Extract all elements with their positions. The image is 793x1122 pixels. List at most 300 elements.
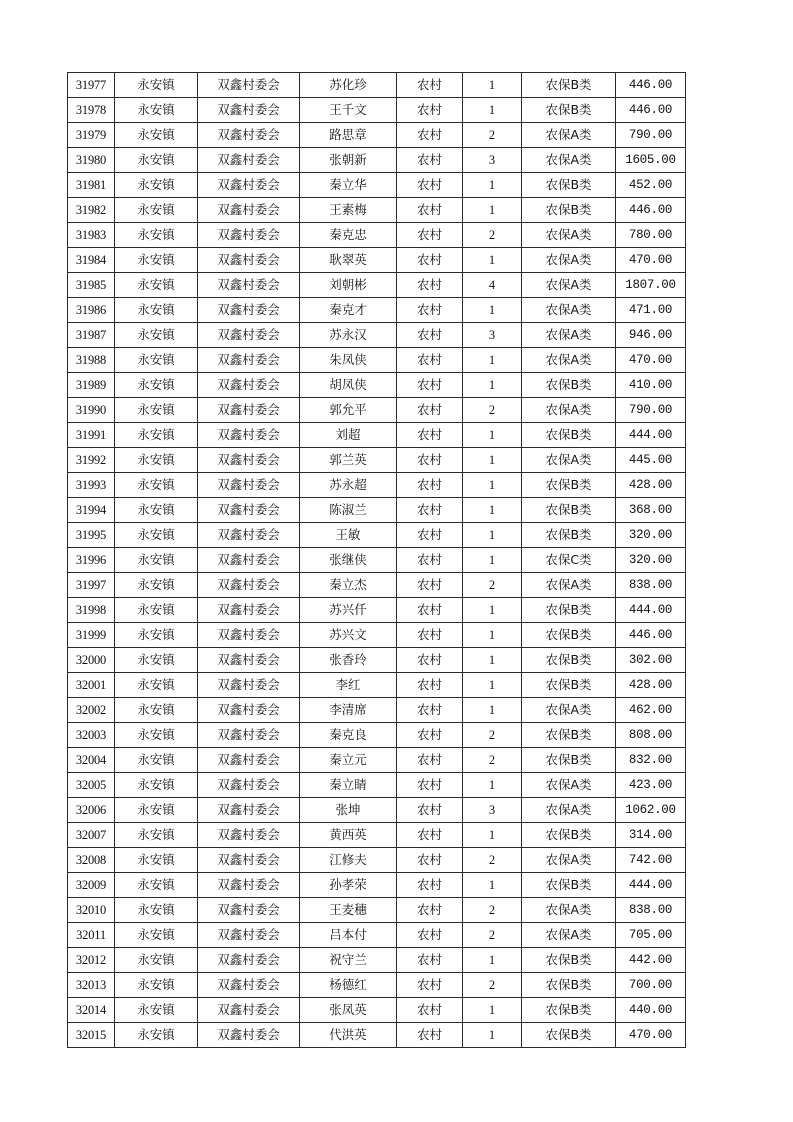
town-cell: 永安镇 bbox=[115, 223, 198, 248]
town-cell: 永安镇 bbox=[115, 948, 198, 973]
insurance-category-cell: 农保A类 bbox=[522, 348, 616, 373]
person-name-cell: 郭兰英 bbox=[300, 448, 397, 473]
table-row bbox=[68, 223, 686, 248]
member-count-cell: 1 bbox=[463, 623, 522, 648]
person-name-cell: 苏永汉 bbox=[300, 323, 397, 348]
member-count-cell: 3 bbox=[463, 798, 522, 823]
amount-cell: 1807.00 bbox=[616, 273, 686, 298]
village-committee-cell: 双鑫村委会 bbox=[198, 473, 300, 498]
person-name-cell: 祝守兰 bbox=[300, 948, 397, 973]
household-type-cell: 农村 bbox=[397, 123, 463, 148]
insurance-category-cell: 农保B类 bbox=[522, 598, 616, 623]
row-id-cell: 32007 bbox=[68, 823, 115, 848]
row-id-cell: 31997 bbox=[68, 573, 115, 598]
row-id-cell: 31985 bbox=[68, 273, 115, 298]
table-row bbox=[68, 648, 686, 673]
row-id-cell: 31981 bbox=[68, 173, 115, 198]
amount-cell: 428.00 bbox=[616, 473, 686, 498]
town-cell: 永安镇 bbox=[115, 98, 198, 123]
village-committee-cell: 双鑫村委会 bbox=[198, 398, 300, 423]
row-id-cell: 31998 bbox=[68, 598, 115, 623]
row-id-cell: 31988 bbox=[68, 348, 115, 373]
town-cell: 永安镇 bbox=[115, 748, 198, 773]
amount-cell: 446.00 bbox=[616, 98, 686, 123]
town-cell: 永安镇 bbox=[115, 548, 198, 573]
insurance-category-cell: 农保B类 bbox=[522, 673, 616, 698]
household-type-cell: 农村 bbox=[397, 698, 463, 723]
village-committee-cell: 双鑫村委会 bbox=[198, 323, 300, 348]
household-type-cell: 农村 bbox=[397, 573, 463, 598]
member-count-cell: 2 bbox=[463, 748, 522, 773]
row-id-cell: 32000 bbox=[68, 648, 115, 673]
household-type-cell: 农村 bbox=[397, 673, 463, 698]
person-name-cell: 张坤 bbox=[300, 798, 397, 823]
amount-cell: 445.00 bbox=[616, 448, 686, 473]
member-count-cell: 2 bbox=[463, 223, 522, 248]
insurance-category-cell: 农保B类 bbox=[522, 948, 616, 973]
town-cell: 永安镇 bbox=[115, 723, 198, 748]
amount-cell: 471.00 bbox=[616, 298, 686, 323]
person-name-cell: 苏永超 bbox=[300, 473, 397, 498]
row-id-cell: 32008 bbox=[68, 848, 115, 873]
insurance-category-cell: 农保B类 bbox=[522, 723, 616, 748]
amount-cell: 444.00 bbox=[616, 598, 686, 623]
table-row bbox=[68, 423, 686, 448]
insurance-category-cell: 农保A类 bbox=[522, 248, 616, 273]
village-committee-cell: 双鑫村委会 bbox=[198, 598, 300, 623]
village-committee-cell: 双鑫村委会 bbox=[198, 848, 300, 873]
amount-cell: 320.00 bbox=[616, 548, 686, 573]
insurance-category-cell: 农保A类 bbox=[522, 898, 616, 923]
insurance-category-cell: 农保B类 bbox=[522, 523, 616, 548]
row-id-cell: 31979 bbox=[68, 123, 115, 148]
village-committee-cell: 双鑫村委会 bbox=[198, 98, 300, 123]
insurance-category-cell: 农保B类 bbox=[522, 373, 616, 398]
village-committee-cell: 双鑫村委会 bbox=[198, 798, 300, 823]
amount-cell: 470.00 bbox=[616, 1023, 686, 1048]
person-name-cell: 秦克忠 bbox=[300, 223, 397, 248]
person-name-cell: 黄西英 bbox=[300, 823, 397, 848]
insurance-category-cell: 农保A类 bbox=[522, 573, 616, 598]
town-cell: 永安镇 bbox=[115, 298, 198, 323]
table-row bbox=[68, 298, 686, 323]
person-name-cell: 张香玲 bbox=[300, 648, 397, 673]
member-count-cell: 1 bbox=[463, 473, 522, 498]
household-type-cell: 农村 bbox=[397, 523, 463, 548]
table-row bbox=[68, 273, 686, 298]
town-cell: 永安镇 bbox=[115, 423, 198, 448]
member-count-cell: 2 bbox=[463, 723, 522, 748]
town-cell: 永安镇 bbox=[115, 698, 198, 723]
amount-cell: 1062.00 bbox=[616, 798, 686, 823]
town-cell: 永安镇 bbox=[115, 1023, 198, 1048]
village-committee-cell: 双鑫村委会 bbox=[198, 448, 300, 473]
insurance-category-cell: 农保B类 bbox=[522, 973, 616, 998]
household-type-cell: 农村 bbox=[397, 398, 463, 423]
table-row bbox=[68, 673, 686, 698]
village-committee-cell: 双鑫村委会 bbox=[198, 498, 300, 523]
table-row bbox=[68, 248, 686, 273]
roster-table bbox=[67, 72, 686, 1048]
row-id-cell: 31986 bbox=[68, 298, 115, 323]
amount-cell: 320.00 bbox=[616, 523, 686, 548]
village-committee-cell: 双鑫村委会 bbox=[198, 748, 300, 773]
insurance-category-cell: 农保A类 bbox=[522, 798, 616, 823]
village-committee-cell: 双鑫村委会 bbox=[198, 648, 300, 673]
town-cell: 永安镇 bbox=[115, 673, 198, 698]
insurance-category-cell: 农保B类 bbox=[522, 823, 616, 848]
person-name-cell: 李清席 bbox=[300, 698, 397, 723]
household-type-cell: 农村 bbox=[397, 98, 463, 123]
village-committee-cell: 双鑫村委会 bbox=[198, 673, 300, 698]
row-id-cell: 31999 bbox=[68, 623, 115, 648]
row-id-cell: 31995 bbox=[68, 523, 115, 548]
row-id-cell: 32014 bbox=[68, 998, 115, 1023]
town-cell: 永安镇 bbox=[115, 273, 198, 298]
insurance-category-cell: 农保A类 bbox=[522, 923, 616, 948]
village-committee-cell: 双鑫村委会 bbox=[198, 173, 300, 198]
person-name-cell: 王麦穗 bbox=[300, 898, 397, 923]
insurance-category-cell: 农保A类 bbox=[522, 273, 616, 298]
table-row bbox=[68, 598, 686, 623]
household-type-cell: 农村 bbox=[397, 348, 463, 373]
amount-cell: 302.00 bbox=[616, 648, 686, 673]
household-type-cell: 农村 bbox=[397, 248, 463, 273]
amount-cell: 838.00 bbox=[616, 573, 686, 598]
household-type-cell: 农村 bbox=[397, 173, 463, 198]
town-cell: 永安镇 bbox=[115, 173, 198, 198]
town-cell: 永安镇 bbox=[115, 873, 198, 898]
village-committee-cell: 双鑫村委会 bbox=[198, 1023, 300, 1048]
village-committee-cell: 双鑫村委会 bbox=[198, 373, 300, 398]
person-name-cell: 苏兴仟 bbox=[300, 598, 397, 623]
person-name-cell: 张继侠 bbox=[300, 548, 397, 573]
amount-cell: 423.00 bbox=[616, 773, 686, 798]
household-type-cell: 农村 bbox=[397, 73, 463, 98]
table-row bbox=[68, 123, 686, 148]
member-count-cell: 1 bbox=[463, 173, 522, 198]
amount-cell: 410.00 bbox=[616, 373, 686, 398]
row-id-cell: 31991 bbox=[68, 423, 115, 448]
person-name-cell: 吕本付 bbox=[300, 923, 397, 948]
amount-cell: 780.00 bbox=[616, 223, 686, 248]
village-committee-cell: 双鑫村委会 bbox=[198, 573, 300, 598]
town-cell: 永安镇 bbox=[115, 648, 198, 673]
household-type-cell: 农村 bbox=[397, 848, 463, 873]
person-name-cell: 张凤英 bbox=[300, 998, 397, 1023]
town-cell: 永安镇 bbox=[115, 198, 198, 223]
amount-cell: 1605.00 bbox=[616, 148, 686, 173]
member-count-cell: 1 bbox=[463, 73, 522, 98]
insurance-category-cell: 农保B类 bbox=[522, 623, 616, 648]
row-id-cell: 32012 bbox=[68, 948, 115, 973]
table-row bbox=[68, 548, 686, 573]
person-name-cell: 刘朝彬 bbox=[300, 273, 397, 298]
member-count-cell: 1 bbox=[463, 998, 522, 1023]
row-id-cell: 32015 bbox=[68, 1023, 115, 1048]
table-row bbox=[68, 573, 686, 598]
amount-cell: 470.00 bbox=[616, 348, 686, 373]
insurance-category-cell: 农保B类 bbox=[522, 98, 616, 123]
amount-cell: 705.00 bbox=[616, 923, 686, 948]
insurance-category-cell: 农保B类 bbox=[522, 498, 616, 523]
household-type-cell: 农村 bbox=[397, 798, 463, 823]
member-count-cell: 1 bbox=[463, 1023, 522, 1048]
member-count-cell: 4 bbox=[463, 273, 522, 298]
village-committee-cell: 双鑫村委会 bbox=[198, 773, 300, 798]
village-committee-cell: 双鑫村委会 bbox=[198, 198, 300, 223]
row-id-cell: 31983 bbox=[68, 223, 115, 248]
person-name-cell: 苏化珍 bbox=[300, 73, 397, 98]
household-type-cell: 农村 bbox=[397, 498, 463, 523]
town-cell: 永安镇 bbox=[115, 923, 198, 948]
insurance-category-cell: 农保C类 bbox=[522, 548, 616, 573]
person-name-cell: 朱凤侠 bbox=[300, 348, 397, 373]
household-type-cell: 农村 bbox=[397, 273, 463, 298]
household-type-cell: 农村 bbox=[397, 623, 463, 648]
amount-cell: 700.00 bbox=[616, 973, 686, 998]
row-id-cell: 31989 bbox=[68, 373, 115, 398]
member-count-cell: 3 bbox=[463, 148, 522, 173]
household-type-cell: 农村 bbox=[397, 648, 463, 673]
household-type-cell: 农村 bbox=[397, 148, 463, 173]
table-row bbox=[68, 998, 686, 1023]
village-committee-cell: 双鑫村委会 bbox=[198, 898, 300, 923]
insurance-category-cell: 农保A类 bbox=[522, 148, 616, 173]
row-id-cell: 32006 bbox=[68, 798, 115, 823]
row-id-cell: 31987 bbox=[68, 323, 115, 348]
insurance-category-cell: 农保A类 bbox=[522, 448, 616, 473]
town-cell: 永安镇 bbox=[115, 498, 198, 523]
row-id-cell: 31994 bbox=[68, 498, 115, 523]
insurance-category-cell: 农保A类 bbox=[522, 848, 616, 873]
table-row bbox=[68, 498, 686, 523]
town-cell: 永安镇 bbox=[115, 598, 198, 623]
person-name-cell: 秦立元 bbox=[300, 748, 397, 773]
town-cell: 永安镇 bbox=[115, 398, 198, 423]
household-type-cell: 农村 bbox=[397, 448, 463, 473]
village-committee-cell: 双鑫村委会 bbox=[198, 548, 300, 573]
insurance-category-cell: 农保A类 bbox=[522, 698, 616, 723]
member-count-cell: 1 bbox=[463, 773, 522, 798]
household-type-cell: 农村 bbox=[397, 948, 463, 973]
insurance-category-cell: 农保A类 bbox=[522, 323, 616, 348]
town-cell: 永安镇 bbox=[115, 473, 198, 498]
table-row bbox=[68, 923, 686, 948]
table-row bbox=[68, 73, 686, 98]
member-count-cell: 1 bbox=[463, 498, 522, 523]
table-row bbox=[68, 98, 686, 123]
amount-cell: 444.00 bbox=[616, 423, 686, 448]
table-row bbox=[68, 798, 686, 823]
household-type-cell: 农村 bbox=[397, 198, 463, 223]
member-count-cell: 1 bbox=[463, 873, 522, 898]
village-committee-cell: 双鑫村委会 bbox=[198, 248, 300, 273]
member-count-cell: 1 bbox=[463, 248, 522, 273]
table-row bbox=[68, 373, 686, 398]
household-type-cell: 农村 bbox=[397, 473, 463, 498]
amount-cell: 428.00 bbox=[616, 673, 686, 698]
household-type-cell: 农村 bbox=[397, 548, 463, 573]
table-row bbox=[68, 723, 686, 748]
town-cell: 永安镇 bbox=[115, 73, 198, 98]
amount-cell: 314.00 bbox=[616, 823, 686, 848]
person-name-cell: 张朝新 bbox=[300, 148, 397, 173]
village-committee-cell: 双鑫村委会 bbox=[198, 623, 300, 648]
member-count-cell: 1 bbox=[463, 423, 522, 448]
village-committee-cell: 双鑫村委会 bbox=[198, 523, 300, 548]
table-row bbox=[68, 173, 686, 198]
village-committee-cell: 双鑫村委会 bbox=[198, 123, 300, 148]
table-row bbox=[68, 948, 686, 973]
row-id-cell: 31982 bbox=[68, 198, 115, 223]
household-type-cell: 农村 bbox=[397, 773, 463, 798]
town-cell: 永安镇 bbox=[115, 523, 198, 548]
row-id-cell: 32010 bbox=[68, 898, 115, 923]
roster-table-body bbox=[68, 73, 686, 1048]
person-name-cell: 陈淑兰 bbox=[300, 498, 397, 523]
person-name-cell: 胡凤侠 bbox=[300, 373, 397, 398]
table-row bbox=[68, 873, 686, 898]
amount-cell: 446.00 bbox=[616, 198, 686, 223]
amount-cell: 808.00 bbox=[616, 723, 686, 748]
table-row bbox=[68, 823, 686, 848]
member-count-cell: 1 bbox=[463, 448, 522, 473]
town-cell: 永安镇 bbox=[115, 823, 198, 848]
table-row bbox=[68, 198, 686, 223]
insurance-category-cell: 农保B类 bbox=[522, 173, 616, 198]
person-name-cell: 耿翠英 bbox=[300, 248, 397, 273]
amount-cell: 832.00 bbox=[616, 748, 686, 773]
village-committee-cell: 双鑫村委会 bbox=[198, 348, 300, 373]
town-cell: 永安镇 bbox=[115, 573, 198, 598]
person-name-cell: 王敏 bbox=[300, 523, 397, 548]
insurance-category-cell: 农保B类 bbox=[522, 873, 616, 898]
row-id-cell: 32013 bbox=[68, 973, 115, 998]
member-count-cell: 1 bbox=[463, 598, 522, 623]
amount-cell: 470.00 bbox=[616, 248, 686, 273]
amount-cell: 444.00 bbox=[616, 873, 686, 898]
household-type-cell: 农村 bbox=[397, 598, 463, 623]
table-row bbox=[68, 748, 686, 773]
person-name-cell: 苏兴文 bbox=[300, 623, 397, 648]
member-count-cell: 1 bbox=[463, 823, 522, 848]
village-committee-cell: 双鑫村委会 bbox=[198, 723, 300, 748]
table-row bbox=[68, 473, 686, 498]
town-cell: 永安镇 bbox=[115, 898, 198, 923]
town-cell: 永安镇 bbox=[115, 348, 198, 373]
row-id-cell: 31993 bbox=[68, 473, 115, 498]
amount-cell: 946.00 bbox=[616, 323, 686, 348]
town-cell: 永安镇 bbox=[115, 248, 198, 273]
town-cell: 永安镇 bbox=[115, 998, 198, 1023]
village-committee-cell: 双鑫村委会 bbox=[198, 698, 300, 723]
row-id-cell: 31992 bbox=[68, 448, 115, 473]
member-count-cell: 2 bbox=[463, 923, 522, 948]
row-id-cell: 32002 bbox=[68, 698, 115, 723]
row-id-cell: 32003 bbox=[68, 723, 115, 748]
member-count-cell: 1 bbox=[463, 198, 522, 223]
village-committee-cell: 双鑫村委会 bbox=[198, 948, 300, 973]
member-count-cell: 1 bbox=[463, 673, 522, 698]
person-name-cell: 李红 bbox=[300, 673, 397, 698]
person-name-cell: 路思章 bbox=[300, 123, 397, 148]
insurance-category-cell: 农保A类 bbox=[522, 773, 616, 798]
person-name-cell: 秦立华 bbox=[300, 173, 397, 198]
member-count-cell: 1 bbox=[463, 548, 522, 573]
row-id-cell: 31977 bbox=[68, 73, 115, 98]
member-count-cell: 2 bbox=[463, 123, 522, 148]
person-name-cell: 代洪英 bbox=[300, 1023, 397, 1048]
member-count-cell: 1 bbox=[463, 348, 522, 373]
household-type-cell: 农村 bbox=[397, 973, 463, 998]
insurance-category-cell: 农保A类 bbox=[522, 223, 616, 248]
village-committee-cell: 双鑫村委会 bbox=[198, 873, 300, 898]
household-type-cell: 农村 bbox=[397, 923, 463, 948]
household-type-cell: 农村 bbox=[397, 898, 463, 923]
table-row bbox=[68, 773, 686, 798]
insurance-category-cell: 农保A类 bbox=[522, 398, 616, 423]
member-count-cell: 2 bbox=[463, 848, 522, 873]
member-count-cell: 1 bbox=[463, 648, 522, 673]
row-id-cell: 31980 bbox=[68, 148, 115, 173]
amount-cell: 462.00 bbox=[616, 698, 686, 723]
household-type-cell: 农村 bbox=[397, 1023, 463, 1048]
member-count-cell: 1 bbox=[463, 698, 522, 723]
member-count-cell: 1 bbox=[463, 373, 522, 398]
table-row bbox=[68, 898, 686, 923]
table-row bbox=[68, 623, 686, 648]
person-name-cell: 江修夫 bbox=[300, 848, 397, 873]
person-name-cell: 秦立杰 bbox=[300, 573, 397, 598]
person-name-cell: 刘超 bbox=[300, 423, 397, 448]
table-row bbox=[68, 323, 686, 348]
town-cell: 永安镇 bbox=[115, 773, 198, 798]
household-type-cell: 农村 bbox=[397, 823, 463, 848]
table-row bbox=[68, 1023, 686, 1048]
amount-cell: 368.00 bbox=[616, 498, 686, 523]
amount-cell: 838.00 bbox=[616, 898, 686, 923]
village-committee-cell: 双鑫村委会 bbox=[198, 923, 300, 948]
town-cell: 永安镇 bbox=[115, 798, 198, 823]
town-cell: 永安镇 bbox=[115, 623, 198, 648]
household-type-cell: 农村 bbox=[397, 723, 463, 748]
insurance-category-cell: 农保B类 bbox=[522, 748, 616, 773]
insurance-category-cell: 农保B类 bbox=[522, 198, 616, 223]
village-committee-cell: 双鑫村委会 bbox=[198, 273, 300, 298]
insurance-category-cell: 农保B类 bbox=[522, 1023, 616, 1048]
table-row bbox=[68, 848, 686, 873]
town-cell: 永安镇 bbox=[115, 848, 198, 873]
row-id-cell: 32005 bbox=[68, 773, 115, 798]
member-count-cell: 2 bbox=[463, 973, 522, 998]
person-name-cell: 杨德红 bbox=[300, 973, 397, 998]
village-committee-cell: 双鑫村委会 bbox=[198, 223, 300, 248]
table-row bbox=[68, 698, 686, 723]
household-type-cell: 农村 bbox=[397, 298, 463, 323]
member-count-cell: 1 bbox=[463, 948, 522, 973]
person-name-cell: 孙孝荣 bbox=[300, 873, 397, 898]
household-type-cell: 农村 bbox=[397, 748, 463, 773]
amount-cell: 446.00 bbox=[616, 73, 686, 98]
person-name-cell: 郭允平 bbox=[300, 398, 397, 423]
table-row bbox=[68, 148, 686, 173]
member-count-cell: 1 bbox=[463, 298, 522, 323]
member-count-cell: 2 bbox=[463, 573, 522, 598]
person-name-cell: 王千文 bbox=[300, 98, 397, 123]
member-count-cell: 3 bbox=[463, 323, 522, 348]
town-cell: 永安镇 bbox=[115, 973, 198, 998]
